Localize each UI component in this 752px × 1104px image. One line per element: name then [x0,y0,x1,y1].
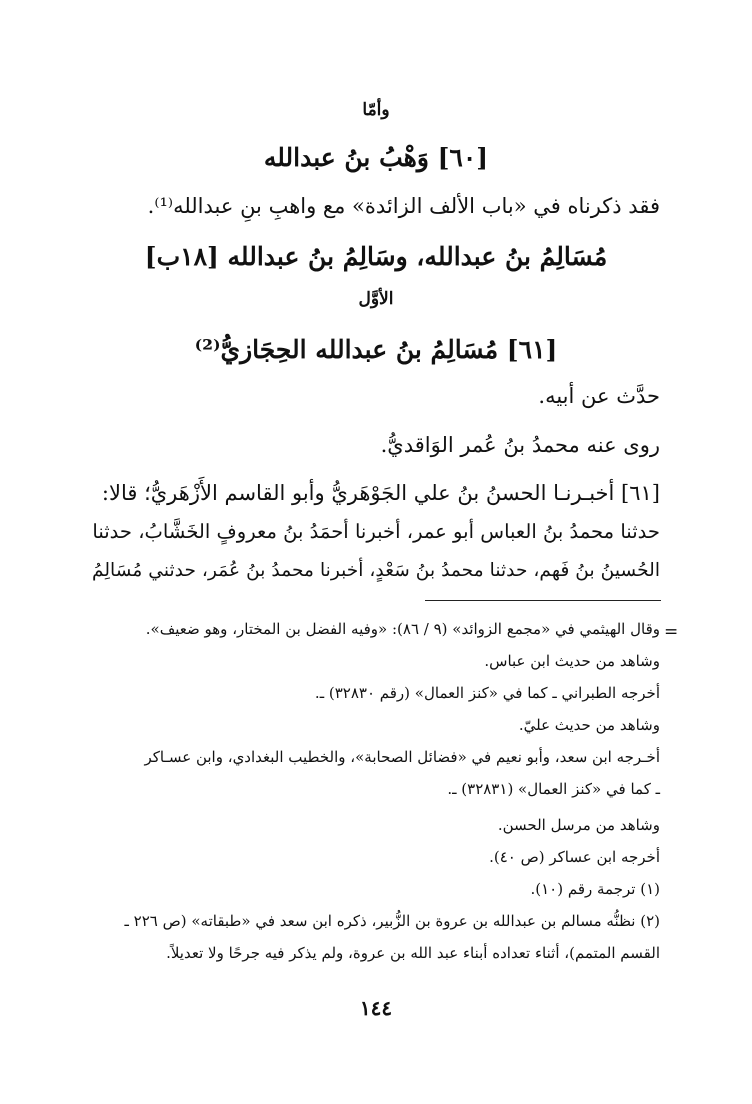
footnote-2-cont: القسم المتمم)، أثناء تعداده أبناء عبد الله بن عروة، ولم يذكر فيه جرحًا ولا تعديلاً. [166,944,660,962]
body-line-3: روى عنه محمدُ بنُ عُمر الوَاقديُّ. [380,433,660,457]
body-line-6: الحُسينُ بنُ فَهم، حدثنا محمدُ بنُ سَعْدٍ، أخبرنا محمدُ بنُ عُمَر، حدثني مُسَالِمُ [91,560,660,581]
body-line-1: فقد ذكرناه في «باب الألف الزائدة» مع واهبِ بنِ عبدالله⁽¹⁾. [147,194,660,218]
page-number: ١٤٤ [359,996,393,1020]
footnote-line-6: ـ كما في «كنز العمال» (٣٢٨٣١) ـ. [447,780,660,798]
footnote-line-5: أخـرجه ابن سعد، وأبو نعيم في «فضائل الصحابة»، والخطيب البغدادي، وابن عسـاكر [144,748,660,766]
body-line-4: [٦١] أخبـرنـا الحسنُ بنُ علي الجَوْهَريُّ وأبو القاسم الأَزْهَريُّ؛ قالا: [101,481,660,505]
entry-heading-61: [٦١] مُسَالِمُ بنُ عبدالله الحِجَازيُّ⁽²⁾ [194,335,558,364]
footnote-line-2: وشاهد من حديث ابن عباس. [484,652,660,670]
footnote-line-4: وشاهد من حديث عليّ. [518,716,660,734]
footnote-line-7: وشاهد من مرسل الحسن. [497,816,660,834]
entry-heading-60: [٦٠] وَهْبُ بنُ عبدالله [263,143,489,172]
footnote-separator [425,600,661,601]
body-line-5: حدثنا محمدُ بنُ العباس أبو عمر، أخبرنا أحمَدُ بنُ معروفٍ الخَشَّابُ، حدثنا [92,520,660,543]
footnote-1: (١) ترجمة رقم (١٠). [530,880,660,898]
subsection-heading: الأوَّل [358,289,394,309]
intro-word: وأمّا [362,100,390,120]
footnote-line-1: وقال الهيثمي في «مجمع الزوائد» (٩ / ٨٦): «وفيه الفضل بن المختار، وهو ضعيف». [145,620,660,638]
body-line-2: حدَّث عن أبيه. [538,384,660,408]
footnote-line-8: أخرجه ابن عساكر (ص ٤٠). [489,848,660,866]
continuation-mark: = [664,622,679,642]
footnote-2: (٢) نظنُّه مسالم بن عبدالله بن عروة بن الزُّبير، ذكره ابن سعد في «طبقاته» (ص ٢٢٦ ـ [124,912,660,930]
section-heading: مُسَالِمُ بنُ عبدالله، وسَالِمُ بنُ عبدالله [١٨ب] [144,242,608,271]
footnote-line-3: أخرجه الطبراني ـ كما في «كنز العمال» (رقم ٣٢٨٣٠) ـ. [314,684,660,702]
